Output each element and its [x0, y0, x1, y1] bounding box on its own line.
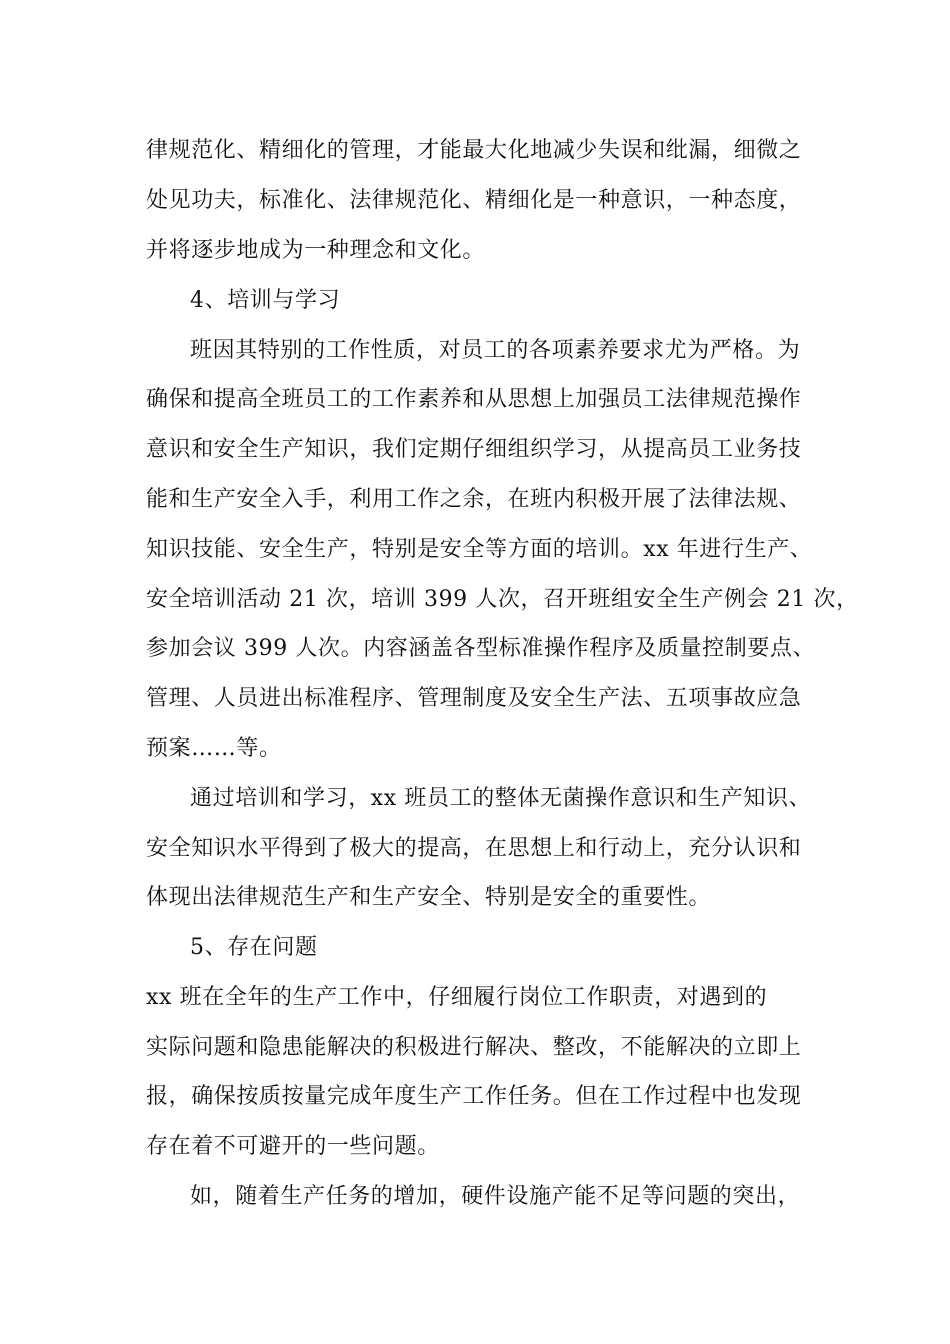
text-line: 处见功夫，标准化、法律规范化、精细化是一种意识，一种态度， — [146, 188, 802, 213]
text-line: 意识和安全生产知识，我们定期仔细组织学习，从提高员工业务技 — [146, 437, 802, 462]
text-line: 并将逐步地成为一种理念和文化。 — [146, 238, 486, 263]
text-line: 安全知识水平得到了极大的提高，在思想上和行动上，充分认识和 — [146, 836, 802, 861]
section-heading: 5、存在问题 — [190, 935, 318, 960]
text-line: 预案……等。 — [146, 736, 282, 761]
text-line: 通过培训和学习，xx 班员工的整体无菌操作意识和生产知识、 — [190, 786, 812, 811]
text-line: 体现出法律规范生产和生产安全、特别是安全的重要性。 — [146, 885, 712, 910]
text-line: 管理、人员进出标准程序、管理制度及安全生产法、五项事故应急 — [146, 686, 802, 711]
text-line: xx 班在全年的生产工作中，仔细履行岗位工作职责，对遇到的 — [146, 985, 768, 1010]
section-heading: 4、培训与学习 — [190, 288, 341, 313]
text-line: 如，随着生产任务的增加，硬件设施产能不足等问题的突出， — [190, 1184, 801, 1209]
text-line: 确保和提高全班员工的工作素养和从思想上加强员工法律规范操作 — [146, 387, 802, 412]
text-line: 律规范化、精细化的管理，才能最大化地减少失误和纰漏，细微之 — [146, 138, 802, 163]
text-line: 知识技能、安全生产，特别是安全等方面的培训。xx 年进行生产、 — [146, 537, 813, 562]
text-line: 实际问题和隐患能解决的积极进行解决、整改，不能解决的立即上 — [146, 1035, 802, 1060]
text-line: 存在着不可避开的一些问题。 — [146, 1134, 440, 1159]
text-line: 能和生产安全入手，利用工作之余，在班内积极开展了法律法规、 — [146, 487, 802, 512]
text-line: 班因其特别的工作性质，对员工的各项素养要求尤为严格。为 — [190, 338, 801, 363]
text-line: 参加会议 399 人次。内容涵盖各型标准操作程序及质量控制要点、 — [146, 636, 816, 661]
text-line: 安全培训活动 21 次，培训 399 人次，召开班组安全生产例会 21 次， — [146, 587, 859, 612]
text-line: 报，确保按质按量完成年度生产工作任务。但在工作过程中也发现 — [146, 1084, 802, 1109]
